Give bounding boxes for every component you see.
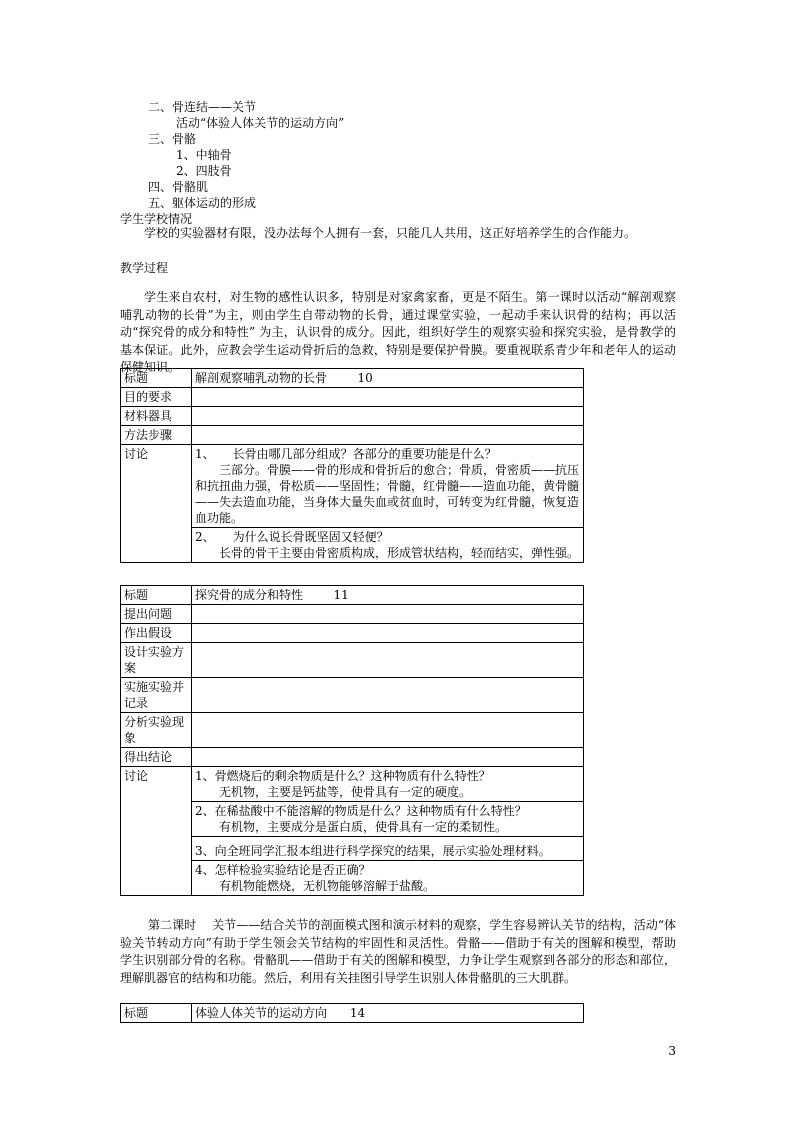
section-heading-process: 教学过程 — [120, 261, 169, 275]
table2-q4: 4、怎样检验实验结论是否正确？ — [195, 863, 371, 877]
table2-cell-empty — [192, 678, 584, 713]
table2-cell-empty — [192, 748, 584, 767]
table2-label-conclusion: 得出结论 — [121, 748, 192, 767]
table2-a2: 有机物，主要成分是蛋白质，使骨具有一定的柔韧性。 — [219, 820, 508, 834]
outline-activity: 活动“体验人体关节的运动方向” — [176, 116, 345, 130]
table2-a1: 无机物，主要是钙盐等，使骨具有一定的硬度。 — [219, 785, 472, 799]
table2-label-record: 实施实验并记录 — [121, 678, 192, 713]
process-paragraph: 学生来自农村，对生物的感性认识多，特别是对家禽家畜，更是不陌生。第一课时以活动“解剖观察哺乳动物的长骨”为主，则由学生自带动物的长骨，通过课堂实验，一起动手来认识骨的结构；再以活动“探究骨的成分和特性” 为主，认识骨的成分。因此，组织好学生的观察实验和探究实验，是骨教学的基本保证。此外，应教会学生运动骨折后的急救，特别是要保护骨膜。要重视联系青少年和老年人的运动保健知识。 — [120, 290, 676, 374]
table2-q3: 3、向全班同学汇报本组进行科学探究的结果，展示实验处理材料。 — [195, 844, 551, 858]
table1-discuss-2 — [192, 528, 584, 563]
table2-title: 探究骨的成分和特性 11 — [192, 586, 584, 605]
table2-q1: 1、骨燃烧后的剩余物质是什么？这种物质有什么特性？ — [195, 769, 491, 783]
table1-cell-empty — [192, 388, 584, 407]
outline-item-5: 五、躯体运动的形成 — [148, 196, 257, 210]
table1-a2: 长骨的骨干主要由骨密质构成，形成管状结构，轻而结实，弹性强。 — [219, 546, 580, 560]
table1-title: 解剖观察哺乳动物的长骨 10 — [192, 369, 584, 388]
table2-label-title: 标题 — [121, 586, 192, 605]
table1-label-title: 标题 — [121, 369, 192, 388]
table2-label-design: 设计实验方案 — [121, 643, 192, 678]
outline-item-2: 二、骨连结——关节 — [148, 100, 257, 114]
table-experiment-11 — [120, 585, 584, 896]
table1-q2: 2、 为什么说长骨既坚固又轻便？ — [195, 530, 389, 544]
table2-cell-empty — [192, 713, 584, 748]
table1-discuss-1 — [192, 445, 584, 528]
table2-cell-empty — [192, 643, 584, 678]
table2-label-analysis: 分析实验现象 — [121, 713, 192, 748]
table1-label-discuss: 讨论 — [121, 445, 192, 563]
table2-label-hypothesis: 作出假设 — [121, 624, 192, 643]
table1-label-steps: 方法步骤 — [121, 426, 192, 445]
table1-label-materials: 材料器具 — [121, 407, 192, 426]
table-experiment-10 — [120, 368, 584, 563]
table2-discuss-3 — [192, 837, 584, 861]
table2-q2: 2、在稀盐酸中不能溶解的物质是什么？这种物质有什么特性？ — [195, 804, 527, 818]
table2-discuss-4 — [192, 861, 584, 896]
table2-discuss-2 — [192, 802, 584, 837]
school-paragraph: 学校的实验器材有限，没办法每个人拥有一套，只能几人共用，这正好培养学生的合作能力。 — [144, 226, 637, 240]
outline-sub-2: 2、四肢骨 — [176, 164, 232, 178]
second-lesson-paragraph: 第二课时 关节——结合关节的剖面模式图和演示材料的观察，学生容易辨认关节的结构，活动“体验关节转动方向”有助于学生领会关节结构的牢固性和灵活性。骨骼——借助于有关的图解和模型，帮助学生识别部分骨的名称。骨骼肌——借助于有关的图解和模型，力争让学生观察到各部分的形态和部位，理解肌器官的结构和功能。然后，利用有关挂图引导学生识别人体骨骼肌的三大肌群。 — [120, 918, 676, 985]
table3-title: 体验人体关节的运动方向 14 — [192, 1004, 584, 1023]
table1-q1: 1、 长骨由哪几部分组成？各部分的重要功能是什么？ — [195, 447, 497, 461]
table1-cell-empty — [192, 407, 584, 426]
page-number: 3 — [668, 1044, 676, 1058]
outline-sub-1: 1、中轴骨 — [176, 148, 232, 162]
table1-a1: 三部分。骨膜——骨的形成和骨折后的愈合；骨质，骨密质——抗压和抗扭曲力强，骨松质——坚固性；骨髓，红骨髓——造血功能，黄骨髓——失去造血功能，当身体大量失血或贫血时，可转变为红骨髓，恢复造血功能。 — [195, 463, 580, 525]
table2-discuss-1 — [192, 767, 584, 802]
table3-label-title: 标题 — [121, 1004, 192, 1023]
table1-label-goal: 目的要求 — [121, 388, 192, 407]
outline-item-4: 四、骨骼肌 — [148, 180, 209, 194]
table-experiment-14 — [120, 1003, 584, 1023]
section-heading-school: 学生学校情况 — [120, 212, 193, 226]
outline-item-3: 三、骨骼 — [148, 132, 197, 146]
table1-cell-empty — [192, 426, 584, 445]
table2-label-question: 提出问题 — [121, 605, 192, 624]
table2-cell-empty — [192, 624, 584, 643]
table2-cell-empty — [192, 605, 584, 624]
table2-label-discuss: 讨论 — [121, 767, 192, 896]
table2-a4: 有机物能燃烧，无机物能够溶解于盐酸。 — [219, 879, 436, 893]
